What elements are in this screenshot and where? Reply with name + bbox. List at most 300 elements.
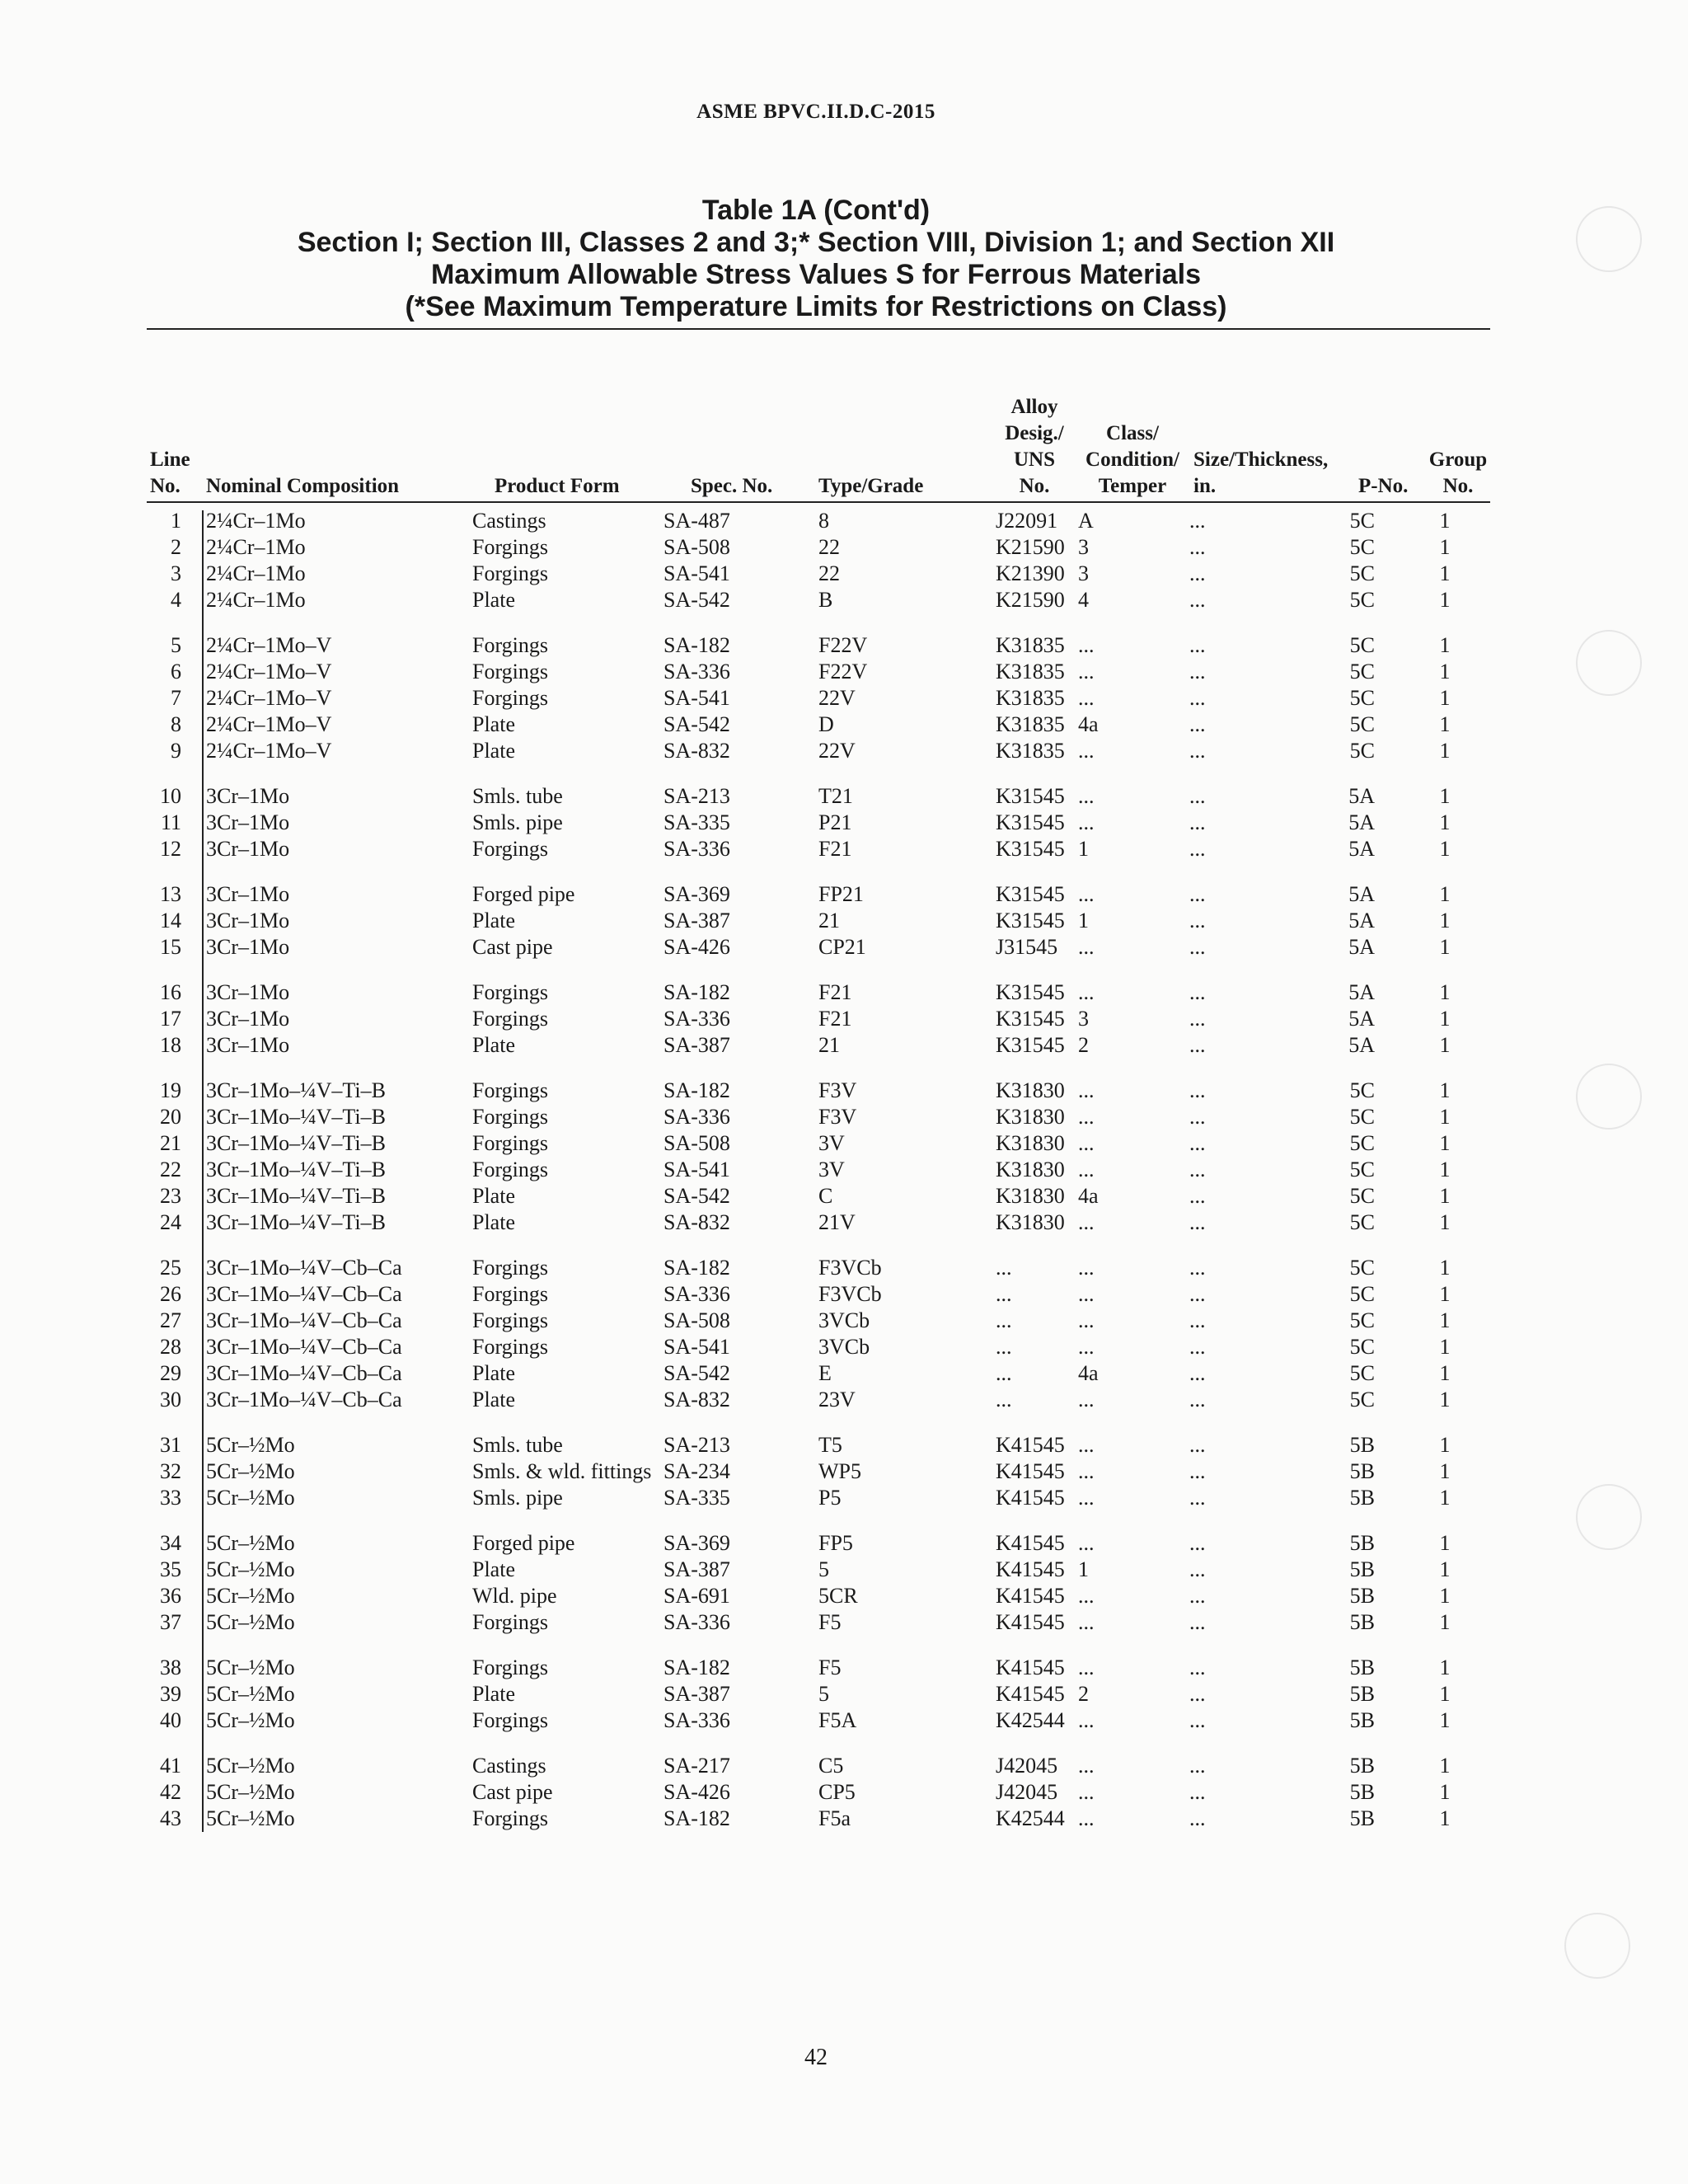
cell-spec-no: SA-234: [663, 1459, 730, 1483]
cell-product-form: Forgings: [472, 1656, 548, 1679]
cell-group-no: 1: [1439, 712, 1451, 736]
cell-spec-no: SA-832: [663, 1388, 730, 1411]
cell-line-no: 1: [171, 509, 181, 533]
cell-type-grade: 21V: [818, 1210, 856, 1234]
cell-size: ...: [1189, 1754, 1206, 1778]
table-row: [147, 1655, 1490, 1681]
table-row: [147, 508, 1490, 534]
cell-composition: 2¼Cr–1Mo–V: [206, 712, 332, 736]
cell-product-form: Forgings: [472, 1708, 548, 1732]
cell-p-no: 5A: [1348, 882, 1375, 906]
table-row: [147, 1078, 1490, 1104]
cell-class: ...: [1078, 1531, 1095, 1555]
cell-product-form: Smls. & wld. fittings: [472, 1459, 652, 1483]
cell-spec-no: SA-182: [663, 980, 730, 1004]
cell-class: ...: [1078, 1584, 1095, 1608]
cell-p-no: 5A: [1348, 837, 1375, 861]
cell-type-grade: C: [818, 1184, 833, 1208]
cell-uns-no: K21590: [996, 535, 1065, 559]
cell-uns-no: ...: [996, 1361, 1012, 1385]
col-header-type: [818, 473, 923, 500]
cell-type-grade: F22V: [818, 660, 868, 683]
col-header-uns: [989, 394, 1080, 500]
cell-composition: 3Cr–1Mo: [206, 935, 290, 959]
cell-p-no: 5B: [1349, 1557, 1375, 1581]
cell-type-grade: B: [818, 588, 833, 612]
table-caption: [0, 195, 1632, 323]
cell-group-no: 1: [1439, 633, 1451, 657]
cell-line-no: 3: [171, 561, 181, 585]
cell-spec-no: SA-387: [663, 909, 730, 932]
cell-size: ...: [1189, 1433, 1206, 1457]
header-rule: [147, 501, 1490, 503]
table-row: [147, 712, 1490, 738]
cell-uns-no: K31545: [996, 980, 1065, 1004]
cell-product-form: Plate: [472, 1033, 515, 1057]
cell-line-no: 20: [160, 1105, 181, 1129]
cell-group-no: 1: [1439, 588, 1451, 612]
table-row: [147, 1183, 1490, 1209]
cell-product-form: Forgings: [472, 1078, 548, 1102]
cell-class: 1: [1078, 909, 1089, 932]
cell-uns-no: K21390: [996, 561, 1065, 585]
cell-composition: 5Cr–½Mo: [206, 1610, 295, 1634]
cell-line-no: 43: [160, 1806, 181, 1830]
cell-p-no: 5C: [1349, 1131, 1375, 1155]
cell-line-no: 38: [160, 1656, 181, 1679]
cell-group-no: 1: [1439, 810, 1451, 834]
cell-product-form: Plate: [472, 1388, 515, 1411]
cell-size: ...: [1189, 810, 1206, 834]
cell-line-no: 12: [160, 837, 181, 861]
cell-spec-no: SA-487: [663, 509, 730, 533]
cell-p-no: 5A: [1348, 980, 1375, 1004]
cell-group-no: 1: [1439, 1584, 1451, 1608]
cell-group-no: 1: [1439, 1184, 1451, 1208]
cell-class: ...: [1078, 1610, 1095, 1634]
cell-line-no: 17: [160, 1007, 181, 1031]
col-header-form: [495, 473, 620, 500]
cell-uns-no: K31545: [996, 810, 1065, 834]
cell-group-no: 1: [1439, 1078, 1451, 1102]
col-header-text: Type/Grade: [818, 475, 924, 497]
cell-line-no: 9: [171, 739, 181, 763]
cell-type-grade: 8: [818, 509, 829, 533]
cell-size: ...: [1189, 1308, 1206, 1332]
cell-group-no: 1: [1439, 1282, 1451, 1306]
cell-group-no: 1: [1439, 1131, 1451, 1155]
cell-class: 4a: [1078, 1184, 1099, 1208]
cell-spec-no: SA-213: [663, 784, 730, 808]
cell-size: ...: [1189, 561, 1206, 585]
cell-type-grade: F5A: [818, 1708, 857, 1732]
cell-composition: 5Cr–½Mo: [206, 1486, 295, 1510]
cell-product-form: Plate: [472, 1682, 515, 1706]
cell-line-no: 6: [171, 660, 181, 683]
col-header-text: Nominal Composition: [206, 475, 400, 497]
cell-group-no: 1: [1439, 1335, 1451, 1359]
cell-size: ...: [1189, 1210, 1206, 1234]
cell-p-no: 5A: [1348, 810, 1375, 834]
cell-composition: 2¼Cr–1Mo: [206, 561, 306, 585]
cell-size: ...: [1189, 1361, 1206, 1385]
cell-line-no: 39: [160, 1682, 181, 1706]
cell-uns-no: K31835: [996, 633, 1065, 657]
cell-size: ...: [1189, 1780, 1206, 1804]
table-row: [147, 1609, 1490, 1636]
table-row: [147, 1806, 1490, 1832]
cell-size: ...: [1189, 1656, 1206, 1679]
cell-class: 2: [1078, 1682, 1089, 1706]
cell-class: 3: [1078, 1007, 1089, 1031]
table-row: [147, 561, 1490, 587]
col-header-text: Temper: [1098, 475, 1167, 497]
cell-uns-no: K41545: [996, 1557, 1065, 1581]
punch-hole: [1576, 206, 1642, 272]
cell-type-grade: T21: [818, 784, 853, 808]
cell-line-no: 18: [160, 1033, 181, 1057]
cell-uns-no: K31545: [996, 784, 1065, 808]
cell-line-no: 21: [160, 1131, 181, 1155]
cell-product-form: Smls. pipe: [472, 1486, 563, 1510]
cell-spec-no: SA-336: [663, 1007, 730, 1031]
cell-group-no: 1: [1439, 837, 1451, 861]
cell-spec-no: SA-542: [663, 588, 730, 612]
cell-group-no: 1: [1439, 1388, 1451, 1411]
cell-uns-no: K31545: [996, 1033, 1065, 1057]
cell-p-no: 5C: [1349, 739, 1375, 763]
cell-composition: 5Cr–½Mo: [206, 1557, 295, 1581]
col-header-line: [150, 447, 190, 500]
cell-composition: 3Cr–1Mo: [206, 810, 290, 834]
col-header-text: Condition/: [1085, 449, 1179, 471]
cell-product-form: Cast pipe: [472, 1780, 553, 1804]
table-row: [147, 1753, 1490, 1779]
cell-type-grade: 21: [818, 909, 840, 932]
cell-type-grade: 5: [818, 1682, 829, 1706]
cell-line-no: 13: [160, 882, 181, 906]
cell-composition: 2¼Cr–1Mo–V: [206, 686, 332, 710]
cell-line-no: 2: [171, 535, 181, 559]
table-row: [147, 1255, 1490, 1281]
cell-composition: 3Cr–1Mo–¼V–Ti–B: [206, 1184, 386, 1208]
cell-class: ...: [1078, 1256, 1095, 1280]
cell-p-no: 5C: [1349, 1335, 1375, 1359]
table-row: [147, 881, 1490, 908]
cell-spec-no: SA-335: [663, 1486, 730, 1510]
col-header-class: [1078, 420, 1187, 500]
cell-group-no: 1: [1439, 1754, 1451, 1778]
cell-size: ...: [1189, 909, 1206, 932]
cell-p-no: 5B: [1349, 1433, 1375, 1457]
cell-spec-no: SA-387: [663, 1557, 730, 1581]
cell-class: A: [1078, 509, 1094, 533]
cell-size: ...: [1189, 1486, 1206, 1510]
cell-composition: 2¼Cr–1Mo–V: [206, 633, 332, 657]
cell-group-no: 1: [1439, 1459, 1451, 1483]
cell-p-no: 5B: [1349, 1754, 1375, 1778]
cell-product-form: Forgings: [472, 1282, 548, 1306]
cell-class: ...: [1078, 660, 1095, 683]
caption-line: (*See Maximum Temperature Limits for Restrictions on Class): [405, 291, 1227, 322]
cell-size: ...: [1189, 633, 1206, 657]
cell-composition: 3Cr–1Mo–¼V–Cb–Ca: [206, 1256, 402, 1280]
cell-type-grade: 22V: [818, 686, 856, 710]
cell-type-grade: D: [818, 712, 834, 736]
cell-p-no: 5C: [1349, 686, 1375, 710]
cell-size: ...: [1189, 1282, 1206, 1306]
cell-type-grade: P5: [818, 1486, 842, 1510]
cell-line-no: 19: [160, 1078, 181, 1102]
cell-line-no: 14: [160, 909, 181, 932]
cell-p-no: 5C: [1349, 660, 1375, 683]
table-row: [147, 1032, 1490, 1059]
cell-size: ...: [1189, 1256, 1206, 1280]
col-header-text: Size/Thickness,: [1193, 449, 1329, 471]
cell-composition: 5Cr–½Mo: [206, 1708, 295, 1732]
cell-size: ...: [1189, 784, 1206, 808]
cell-composition: 3Cr–1Mo–¼V–Ti–B: [206, 1105, 386, 1129]
cell-uns-no: K41545: [996, 1531, 1065, 1555]
cell-spec-no: SA-369: [663, 1531, 730, 1555]
col-header-text: No.: [1442, 475, 1474, 497]
table-row: [147, 783, 1490, 810]
table-row: [147, 810, 1490, 836]
table-row: [147, 1779, 1490, 1806]
cell-composition: 3Cr–1Mo–¼V–Cb–Ca: [206, 1388, 402, 1411]
cell-composition: 3Cr–1Mo: [206, 1033, 290, 1057]
cell-type-grade: F21: [818, 1007, 852, 1031]
cell-class: ...: [1078, 1754, 1095, 1778]
cell-size: ...: [1189, 660, 1206, 683]
cell-line-no: 25: [160, 1256, 181, 1280]
cell-spec-no: SA-213: [663, 1433, 730, 1457]
cell-uns-no: K31835: [996, 686, 1065, 710]
cell-group-no: 1: [1439, 1308, 1451, 1332]
cell-size: ...: [1189, 588, 1206, 612]
cell-group-no: 1: [1439, 561, 1451, 585]
cell-line-no: 22: [160, 1158, 181, 1181]
cell-group-no: 1: [1439, 739, 1451, 763]
cell-composition: 5Cr–½Mo: [206, 1780, 295, 1804]
col-header-text: Desig./: [1005, 422, 1064, 444]
cell-line-no: 5: [171, 633, 181, 657]
cell-uns-no: K31830: [996, 1210, 1065, 1234]
col-header-text: UNS: [1013, 449, 1055, 471]
cell-p-no: 5A: [1348, 1007, 1375, 1031]
cell-group-no: 1: [1439, 1610, 1451, 1634]
cell-spec-no: SA-426: [663, 1780, 730, 1804]
cell-spec-no: SA-542: [663, 1184, 730, 1208]
cell-p-no: 5C: [1349, 1158, 1375, 1181]
cell-composition: 2¼Cr–1Mo–V: [206, 739, 332, 763]
cell-product-form: Forgings: [472, 633, 548, 657]
cell-size: ...: [1189, 1557, 1206, 1581]
cell-product-form: Plate: [472, 1557, 515, 1581]
cell-spec-no: SA-832: [663, 739, 730, 763]
cell-product-form: Forgings: [472, 1308, 548, 1332]
cell-product-form: Forgings: [472, 535, 548, 559]
cell-class: 1: [1078, 1557, 1089, 1581]
cell-spec-no: SA-336: [663, 837, 730, 861]
cell-size: ...: [1189, 980, 1206, 1004]
cell-line-no: 42: [160, 1780, 181, 1804]
cell-line-no: 29: [160, 1361, 181, 1385]
cell-class: 2: [1078, 1033, 1089, 1057]
cell-group-no: 1: [1439, 1531, 1451, 1555]
cell-product-form: Castings: [472, 509, 546, 533]
cell-class: ...: [1078, 1459, 1095, 1483]
cell-product-form: Plate: [472, 1184, 515, 1208]
cell-composition: 3Cr–1Mo: [206, 882, 290, 906]
cell-uns-no: K41545: [996, 1459, 1065, 1483]
cell-class: ...: [1078, 1486, 1095, 1510]
cell-spec-no: SA-541: [663, 561, 730, 585]
cell-p-no: 5C: [1349, 1308, 1375, 1332]
cell-type-grade: E: [818, 1361, 832, 1385]
cell-class: ...: [1078, 1078, 1095, 1102]
cell-uns-no: K41545: [996, 1682, 1065, 1706]
cell-p-no: 5B: [1349, 1656, 1375, 1679]
cell-class: ...: [1078, 935, 1095, 959]
cell-group-no: 1: [1439, 660, 1451, 683]
cell-p-no: 5A: [1348, 784, 1375, 808]
table-row: [147, 1157, 1490, 1183]
col-header-text: Group: [1428, 449, 1488, 471]
cell-size: ...: [1189, 1078, 1206, 1102]
cell-class: ...: [1078, 686, 1095, 710]
cell-group-no: 1: [1439, 509, 1451, 533]
cell-uns-no: ...: [996, 1335, 1012, 1359]
cell-product-form: Forgings: [472, 1131, 548, 1155]
cell-product-form: Forgings: [472, 660, 548, 683]
cell-product-form: Plate: [472, 739, 515, 763]
cell-uns-no: ...: [996, 1388, 1012, 1411]
cell-spec-no: SA-336: [663, 1282, 730, 1306]
cell-product-form: Forgings: [472, 686, 548, 710]
cell-group-no: 1: [1439, 1806, 1451, 1830]
cell-p-no: 5C: [1349, 1361, 1375, 1385]
col-header-text: Alloy: [1010, 396, 1058, 418]
caption-line: Section I; Section III, Classes 2 and 3;* Section VIII, Division 1; and Section XII: [297, 227, 1335, 258]
cell-spec-no: SA-336: [663, 660, 730, 683]
cell-uns-no: K31835: [996, 739, 1065, 763]
cell-composition: 2¼Cr–1Mo: [206, 509, 306, 533]
cell-group-no: 1: [1439, 1780, 1451, 1804]
cell-group-no: 1: [1439, 686, 1451, 710]
cell-type-grade: FP21: [818, 882, 864, 906]
table-row: [147, 934, 1490, 960]
cell-class: ...: [1078, 1708, 1095, 1732]
cell-product-form: Smls. pipe: [472, 810, 563, 834]
cell-class: 4a: [1078, 712, 1099, 736]
cell-group-no: 1: [1439, 1708, 1451, 1732]
cell-size: ...: [1189, 1708, 1206, 1732]
table-row: [147, 836, 1490, 862]
cell-composition: 3Cr–1Mo–¼V–Ti–B: [206, 1078, 386, 1102]
cell-composition: 3Cr–1Mo: [206, 837, 290, 861]
cell-size: ...: [1189, 1335, 1206, 1359]
cell-group-no: 1: [1439, 909, 1451, 932]
table-row: [147, 1104, 1490, 1130]
cell-composition: 5Cr–½Mo: [206, 1531, 295, 1555]
cell-size: ...: [1189, 935, 1206, 959]
cell-uns-no: K31545: [996, 837, 1065, 861]
cell-spec-no: SA-508: [663, 1308, 730, 1332]
cell-spec-no: SA-387: [663, 1033, 730, 1057]
cell-product-form: Forgings: [472, 1007, 548, 1031]
cell-p-no: 5C: [1349, 712, 1375, 736]
cell-type-grade: CP5: [818, 1780, 856, 1804]
cell-group-no: 1: [1439, 1158, 1451, 1181]
cell-type-grade: F22V: [818, 633, 868, 657]
cell-composition: 2¼Cr–1Mo: [206, 535, 306, 559]
cell-group-no: 1: [1439, 1557, 1451, 1581]
cell-group-no: 1: [1439, 1486, 1451, 1510]
cell-class: ...: [1078, 1780, 1095, 1804]
cell-line-no: 32: [160, 1459, 181, 1483]
cell-size: ...: [1189, 686, 1206, 710]
cell-p-no: 5B: [1349, 1780, 1375, 1804]
cell-group-no: 1: [1439, 882, 1451, 906]
cell-uns-no: J42045: [996, 1754, 1058, 1778]
cell-composition: 3Cr–1Mo–¼V–Cb–Ca: [206, 1361, 402, 1385]
cell-size: ...: [1189, 837, 1206, 861]
cell-type-grade: F3V: [818, 1105, 857, 1129]
cell-size: ...: [1189, 1388, 1206, 1411]
cell-line-no: 8: [171, 712, 181, 736]
cell-product-form: Plate: [472, 712, 515, 736]
col-header-text: P-No.: [1358, 475, 1409, 497]
table-row: [147, 1557, 1490, 1583]
cell-uns-no: K31830: [996, 1078, 1065, 1102]
cell-spec-no: SA-182: [663, 1078, 730, 1102]
cell-line-no: 26: [160, 1282, 181, 1306]
cell-class: ...: [1078, 980, 1095, 1004]
cell-uns-no: K31545: [996, 882, 1065, 906]
cell-spec-no: SA-182: [663, 1256, 730, 1280]
cell-spec-no: SA-369: [663, 882, 730, 906]
cell-line-no: 23: [160, 1184, 181, 1208]
cell-uns-no: K31830: [996, 1184, 1065, 1208]
cell-composition: 3Cr–1Mo: [206, 784, 290, 808]
cell-line-no: 16: [160, 980, 181, 1004]
cell-product-form: Forgings: [472, 1335, 548, 1359]
cell-class: ...: [1078, 1131, 1095, 1155]
cell-line-no: 33: [160, 1486, 181, 1510]
cell-product-form: Forgings: [472, 1158, 548, 1181]
cell-uns-no: K41545: [996, 1584, 1065, 1608]
cell-composition: 2¼Cr–1Mo: [206, 588, 306, 612]
table-row: [147, 1485, 1490, 1511]
cell-composition: 5Cr–½Mo: [206, 1682, 295, 1706]
cell-spec-no: SA-217: [663, 1754, 730, 1778]
cell-line-no: 28: [160, 1335, 181, 1359]
col-header-composition: [206, 473, 399, 500]
cell-group-no: 1: [1439, 1433, 1451, 1457]
cell-uns-no: K31835: [996, 660, 1065, 683]
cell-product-form: Forgings: [472, 1256, 548, 1280]
cell-spec-no: SA-691: [663, 1584, 730, 1608]
cell-uns-no: K42544: [996, 1708, 1065, 1732]
cell-group-no: 1: [1439, 1361, 1451, 1385]
cell-uns-no: J31545: [996, 935, 1058, 959]
cell-product-form: Forgings: [472, 1610, 548, 1634]
cell-product-form: Plate: [472, 909, 515, 932]
cell-line-no: 35: [160, 1557, 181, 1581]
cell-size: ...: [1189, 739, 1206, 763]
cell-p-no: 5B: [1349, 1584, 1375, 1608]
